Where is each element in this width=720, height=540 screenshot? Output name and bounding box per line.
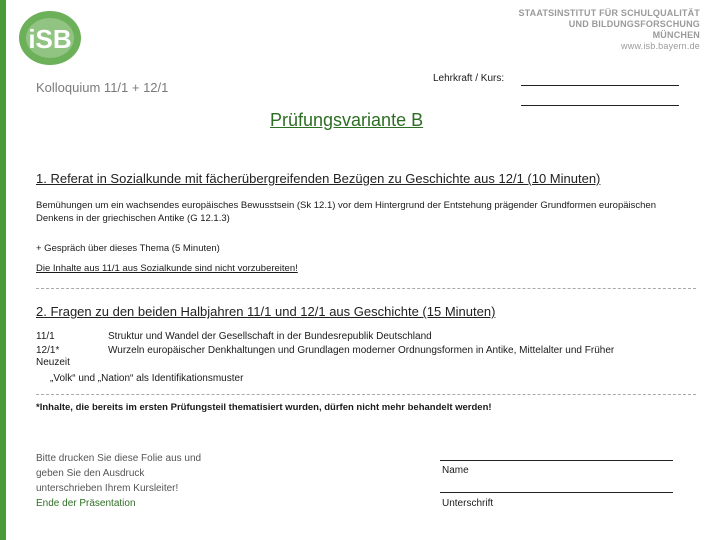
print-instruction-line: geben Sie den Ausdruck [36,468,145,479]
topic-code: 12/1* [36,345,60,356]
print-instruction [36,451,236,511]
section2-heading: 2. Fragen zu den beiden Halbjahren 11/1 und 12/1 aus Geschichte (15 Minuten) [36,304,496,319]
kurs-field-line [521,105,679,106]
topic-continuation: Neuzeit [36,357,70,368]
signature-field-line [440,492,673,493]
side-accent-bar [0,0,6,540]
section1-note: Die Inhalte aus 11/1 aus Sozialkunde sind nicht vorzubereiten! [36,263,298,274]
warning-note: *Inhalte, die bereits im ersten Prüfungsteil thematisiert wurden, dürfen nicht mehr behandelt werden! [36,402,492,413]
kolloquium-label: Kolloquium 11/1 + 12/1 [36,80,169,95]
page-title: Prüfungsvariante B [270,110,424,130]
isb-logo [16,8,84,68]
print-instruction-line: Bitte drucken Sie diese Folie aus und [36,453,202,464]
lehrkraft-label: Lehrkraft / Kurs: [433,73,505,84]
end-of-presentation: Ende der Präsentation [36,498,136,509]
topic-text: Wurzeln europäischer Denkhaltungen und Grundlagen moderner Ordnungsformen in Antike, Mittelalter und Früher [108,345,615,356]
print-instruction-line: unterschrieben Ihrem Kursleiter! [36,483,179,494]
topic-row [36,330,432,343]
institute-line: MÜNCHEN [652,30,700,40]
topic-text: Struktur und Wandel der Gesellschaft in der Bundesrepublik Deutschland [108,331,432,342]
name-label: Name [442,465,469,476]
institute-line: STAATSINSTITUT FÜR SCHULQUALITÄT [518,8,700,18]
section1-talk: + Gespräch über dieses Thema (5 Minuten) [36,243,220,254]
section-divider [36,394,696,395]
institute-header [518,8,700,52]
institute-url: www.isb.bayern.de [621,41,700,51]
section-divider [36,288,696,289]
name-field-line [440,460,673,461]
institute-line: UND BILDUNGSFORSCHUNG [568,19,700,29]
signature-label: Unterschrift [442,498,494,509]
section1-body: Bemühungen um ein wachsendes europäisches Bewusstsein (Sk 12.1) vor dem Hintergrund der Entstehung prägender Grundformen europäischen Denkens in der griechischen Antike (G 12.1.3) [36,200,656,224]
topic-row [36,344,614,357]
lehrkraft-field-line [521,85,679,86]
topic-code: 11/1 [36,331,55,342]
logo-text: iSB [28,24,72,54]
topic-subitem: „Volk“ und „Nation“ als Identifikationsmuster [50,373,244,384]
section1-heading: 1. Referat in Sozialkunde mit fächerübergreifenden Bezügen zu Geschichte aus 12/1 (10 Minuten) [36,171,601,186]
